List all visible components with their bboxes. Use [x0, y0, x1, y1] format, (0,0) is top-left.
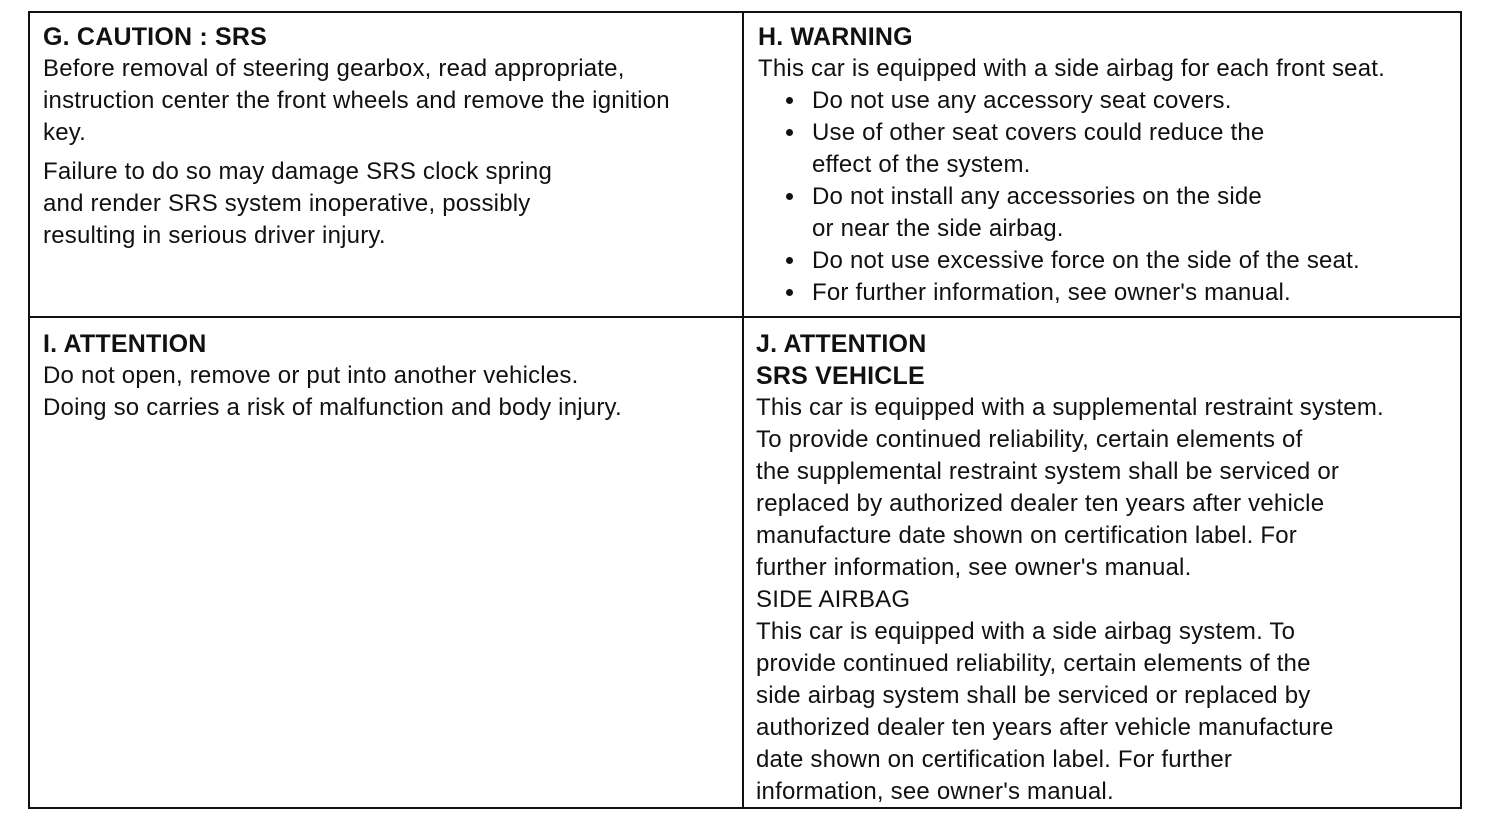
- caution-text-line: instruction center the front wheels and remove the ignition: [43, 87, 670, 114]
- srs-vehicle-heading: SRS VEHICLE: [756, 362, 925, 390]
- bullet-icon: [786, 257, 793, 264]
- caution-text-line: key.: [43, 119, 87, 146]
- srs-text-line: This car is equipped with a supplemental restraint system.: [756, 394, 1384, 421]
- attention-title: I. ATTENTION: [43, 330, 207, 358]
- bullet-icon: [786, 97, 793, 104]
- side-airbag-text-line: provide continued reliability, certain elements of the: [756, 650, 1311, 677]
- warning-bullet-list: [758, 85, 1385, 309]
- side-airbag-text-line: date shown on certification label. For further: [756, 746, 1233, 773]
- attention-text-line: Do not open, remove or put into another vehicles.: [43, 362, 579, 389]
- bullet-text: For further information, see owner's manual.: [812, 279, 1291, 306]
- caution-text-line: resulting in serious driver injury.: [43, 222, 386, 249]
- bullet-icon: [786, 193, 793, 200]
- bullet-text: Do not install any accessories on the side: [812, 183, 1262, 210]
- caution-text-line: and render SRS system inoperative, possibly: [43, 190, 531, 217]
- bullet-text: or near the side airbag.: [812, 215, 1064, 242]
- caution-srs-cell: [30, 13, 744, 318]
- bullet-text: Do not use any accessory seat covers.: [812, 87, 1232, 114]
- attention-cell-j: [744, 318, 1460, 807]
- bullet-item: [784, 245, 1385, 277]
- caution-srs-title: G. CAUTION : SRS: [43, 23, 268, 51]
- bullet-item: [784, 277, 1385, 309]
- bullet-text: Do not use excessive force on the side of the seat.: [812, 247, 1360, 274]
- srs-text-line: manufacture date shown on certification label. For: [756, 522, 1297, 549]
- side-airbag-text-line: authorized dealer ten years after vehicle manufacture: [756, 714, 1334, 741]
- srs-text-line: replaced by authorized dealer ten years after vehicle: [756, 490, 1325, 517]
- bullet-item: [784, 85, 1385, 117]
- bullet-text: Use of other seat covers could reduce the: [812, 119, 1265, 146]
- caution-text-line: Failure to do so may damage SRS clock spring: [43, 158, 553, 185]
- warning-intro: This car is equipped with a side airbag for each front seat.: [758, 55, 1385, 82]
- side-airbag-text-line: side airbag system shall be serviced or replaced by: [756, 682, 1311, 709]
- attention-cell-i: [30, 318, 744, 807]
- bullet-text: effect of the system.: [812, 151, 1031, 178]
- srs-text-line: the supplemental restraint system shall be serviced or: [756, 458, 1340, 485]
- attention-text-line: Doing so carries a risk of malfunction and body injury.: [43, 394, 622, 421]
- bullet-icon: [786, 129, 793, 136]
- srs-text-line: To provide continued reliability, certain elements of: [756, 426, 1303, 453]
- bullet-icon: [786, 289, 793, 296]
- side-airbag-text-line: This car is equipped with a side airbag system. To: [756, 618, 1296, 645]
- srs-text-line: further information, see owner's manual.: [756, 554, 1192, 581]
- attention-title: J. ATTENTION: [756, 330, 927, 358]
- bullet-item: [784, 117, 1385, 181]
- bullet-item: [784, 181, 1385, 245]
- warning-cell: [744, 13, 1460, 318]
- side-airbag-text-line: information, see owner's manual.: [756, 778, 1114, 805]
- warning-title: H. WARNING: [758, 23, 913, 51]
- caution-text-line: Before removal of steering gearbox, read appropriate,: [43, 55, 625, 82]
- side-airbag-heading: SIDE AIRBAG: [756, 586, 911, 613]
- label-table: [28, 11, 1462, 809]
